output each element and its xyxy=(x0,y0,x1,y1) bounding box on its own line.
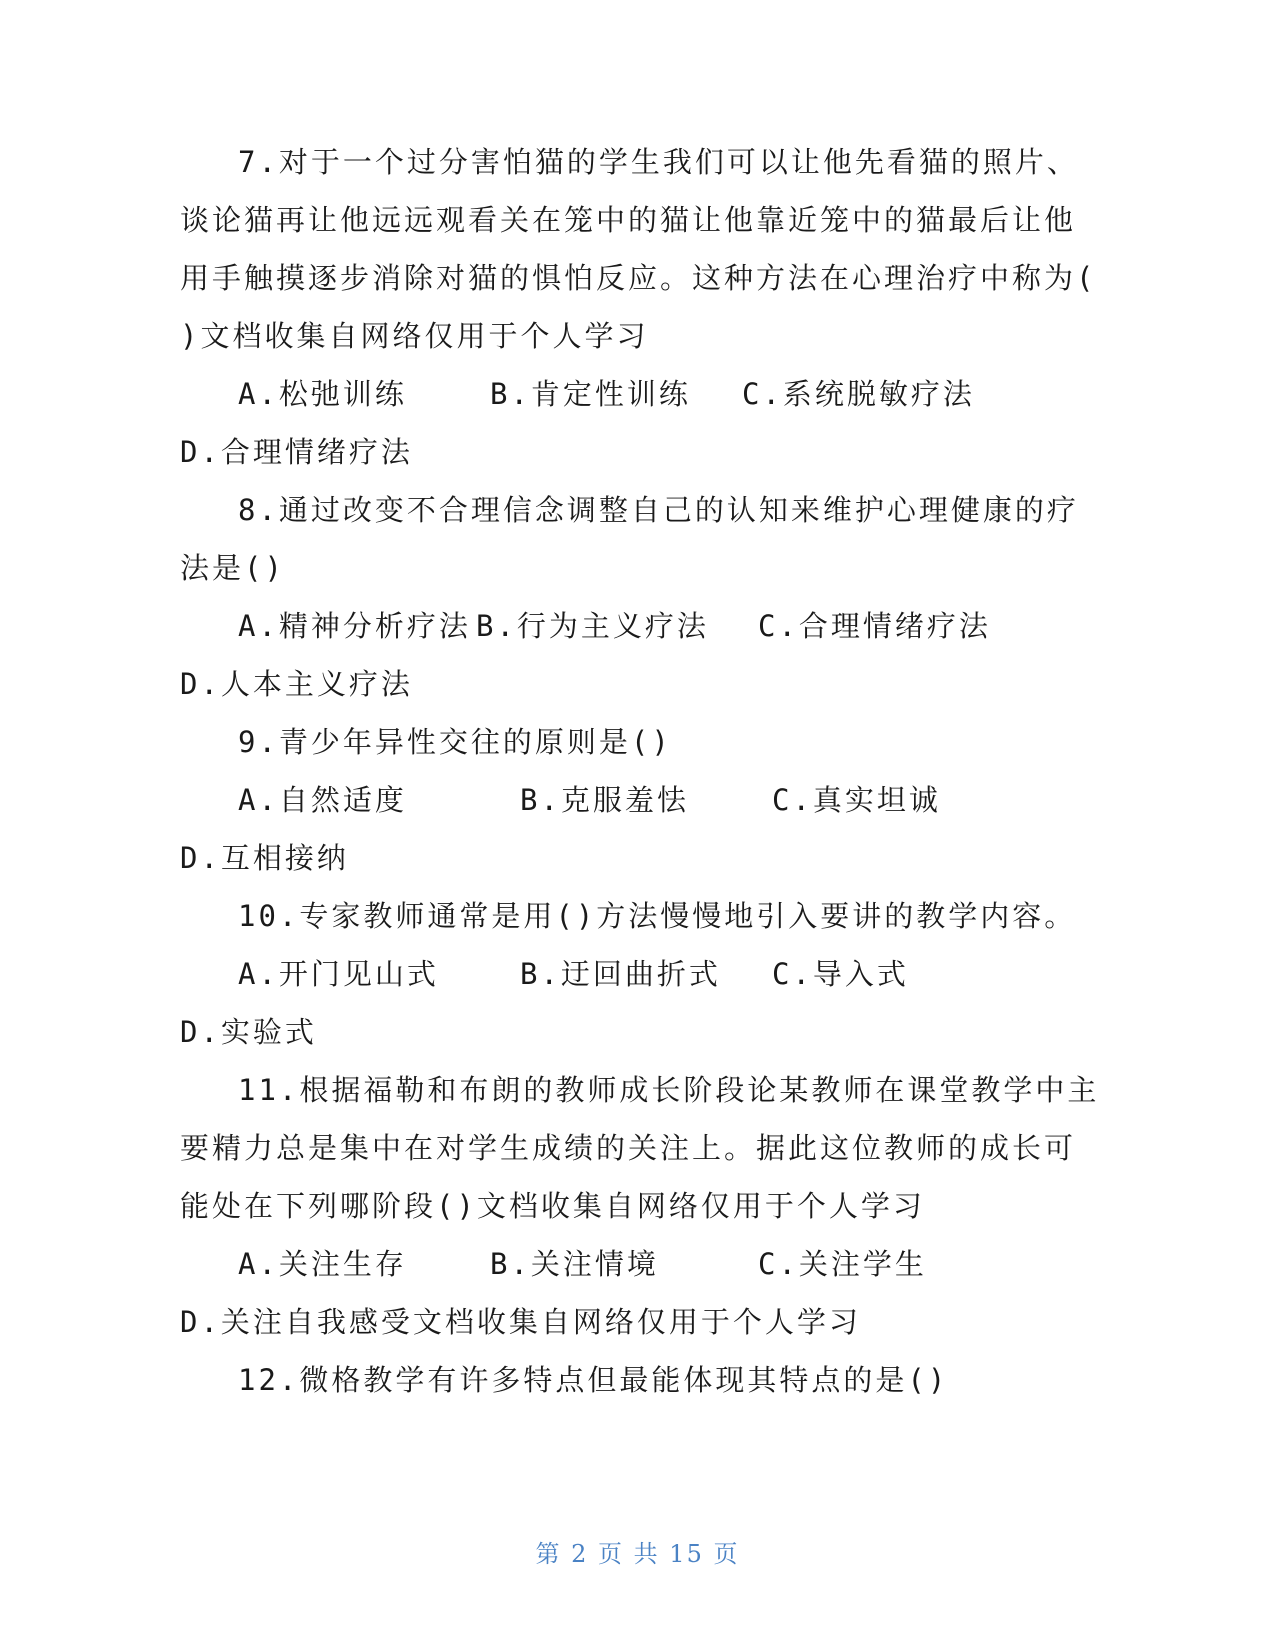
question-11-option-a: A.关注生存 xyxy=(238,1247,407,1281)
question-9-option-b: B.克服羞怯 xyxy=(520,783,689,817)
question-7-option-b: B.肯定性训练 xyxy=(490,377,691,411)
question-9-stem-line-1: 9.青少年异性交往的原则是() xyxy=(238,725,672,759)
question-8-option-c: C.合理情绪疗法 xyxy=(758,609,991,643)
question-10-stem-line-1: 10.专家教师通常是用()方法慢慢地引入要讲的教学内容。 xyxy=(238,899,1077,933)
question-11-stem-line-2: 要精力总是集中在对学生成绩的关注上。据此这位教师的成长可 xyxy=(180,1131,1077,1165)
question-8-stem-line-1: 8.通过改变不合理信念调整自己的认知来维护心理健康的疗 xyxy=(238,493,1079,527)
question-11-option-c: C.关注学生 xyxy=(758,1247,927,1281)
question-8-option-b: B.行为主义疗法 xyxy=(476,609,709,643)
question-10-option-b: B.迂回曲折式 xyxy=(520,957,721,991)
question-9-option-a: A.自然适度 xyxy=(238,783,407,817)
question-7-stem-line-2: 谈论猫再让他远远观看关在笼中的猫让他靠近笼中的猫最后让他 xyxy=(180,203,1077,237)
page-number-footer: 第 2 页 共 15 页 xyxy=(535,1540,740,1568)
question-11-stem-line-1: 11.根据福勒和布朗的教师成长阶段论某教师在课堂教学中主 xyxy=(238,1073,1100,1107)
question-11-option-b: B.关注情境 xyxy=(490,1247,659,1281)
question-7-stem-line-4: )文档收集自网络仅用于个人学习 xyxy=(180,319,649,353)
question-10-option-a: A.开门见山式 xyxy=(238,957,439,991)
question-12-stem-line-1: 12.微格教学有许多特点但最能体现其特点的是() xyxy=(238,1363,949,1397)
question-10-option-d: D.实验式 xyxy=(180,1015,317,1049)
question-9-option-d: D.互相接纳 xyxy=(180,841,349,875)
question-10-option-c: C.导入式 xyxy=(772,957,909,991)
question-11-option-d: D.关注自我感受文档收集自网络仅用于个人学习 xyxy=(180,1305,861,1339)
question-7-option-d: D.合理情绪疗法 xyxy=(180,435,413,469)
question-7-stem-line-3: 用手触摸逐步消除对猫的惧怕反应。这种方法在心理治疗中称为( xyxy=(180,261,1097,295)
question-9-option-c: C.真实坦诚 xyxy=(772,783,941,817)
question-8-stem-line-2: 法是() xyxy=(180,551,285,585)
question-11-stem-line-3: 能处在下列哪阶段()文档收集自网络仅用于个人学习 xyxy=(180,1189,925,1223)
question-8-option-d: D.人本主义疗法 xyxy=(180,667,413,701)
question-7-option-a: A.松弛训练 xyxy=(238,377,407,411)
question-7-option-c: C.系统脱敏疗法 xyxy=(742,377,975,411)
question-7-stem-line-1: 7.对于一个过分害怕猫的学生我们可以让他先看猫的照片、 xyxy=(238,145,1079,179)
question-8-option-a: A.精神分析疗法 xyxy=(238,609,471,643)
